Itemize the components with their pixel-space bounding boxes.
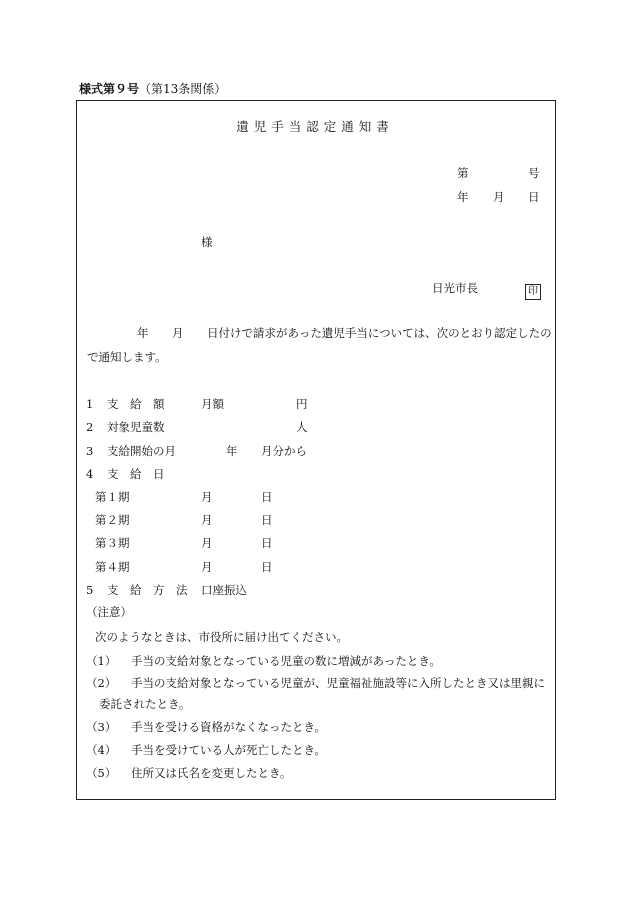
period-label: 第１期 bbox=[95, 490, 130, 504]
date-year: 年 bbox=[457, 190, 469, 204]
period-day: 日 bbox=[261, 490, 273, 504]
body-line2: で通知します。 bbox=[87, 350, 167, 364]
addressee-honorific: 様 bbox=[201, 235, 213, 249]
item4-number: 4 bbox=[86, 467, 94, 481]
note-marker: （4） bbox=[86, 743, 117, 757]
item5-number: 5 bbox=[86, 583, 94, 597]
item2-unit: 人 bbox=[296, 420, 308, 434]
note-marker: （1） bbox=[86, 654, 117, 668]
item3-year: 年 bbox=[226, 444, 238, 458]
notes-heading: （注意） bbox=[86, 605, 132, 619]
body-year: 年 bbox=[137, 326, 149, 340]
body-month: 月 bbox=[172, 326, 184, 340]
period-day: 日 bbox=[261, 513, 273, 527]
period-label: 第４期 bbox=[95, 560, 130, 574]
note-continuation: 委託されたとき。 bbox=[99, 697, 191, 711]
item1-label: 支 給 額 bbox=[107, 397, 165, 411]
period-month: 月 bbox=[201, 536, 213, 550]
notes-intro: 次のようなときは、市役所に届け出てください。 bbox=[95, 630, 348, 644]
note-marker: （3） bbox=[86, 720, 117, 734]
note-text: 手当の支給対象となっている児童の数に増減があったとき。 bbox=[131, 654, 441, 668]
note-text: 住所又は氏名を変更したとき。 bbox=[131, 766, 292, 780]
item1-unit: 月額 bbox=[201, 397, 224, 411]
item3-month: 月分から bbox=[261, 444, 307, 458]
form-number-label: 様式第９号（第13条関係） bbox=[79, 82, 227, 96]
period-day: 日 bbox=[261, 560, 273, 574]
date-month: 月 bbox=[493, 190, 505, 204]
issuer-name: 日光市長 bbox=[432, 281, 478, 295]
item3-number: 3 bbox=[86, 444, 94, 458]
period-label: 第３期 bbox=[95, 536, 130, 550]
item5-label: 支 給 方 法 bbox=[107, 583, 188, 597]
item1-number: 1 bbox=[86, 397, 94, 411]
period-label: 第２期 bbox=[95, 513, 130, 527]
note-marker: （5） bbox=[86, 766, 117, 780]
note-text: 手当を受けている人が死亡したとき。 bbox=[131, 743, 327, 757]
item2-label: 対象児童数 bbox=[107, 420, 165, 434]
note-text: 手当の支給対象となっている児童が、児童福祉施設等に入所したとき又は里親に bbox=[131, 676, 545, 690]
period-month: 月 bbox=[201, 560, 213, 574]
item5-value: 口座振込 bbox=[201, 583, 247, 597]
period-month: 月 bbox=[201, 513, 213, 527]
period-month: 月 bbox=[201, 490, 213, 504]
body-line1: 日付けで請求があった遺児手当については、次のとおり認定したの bbox=[207, 326, 552, 340]
note-text: 手当を受ける資格がなくなったとき。 bbox=[131, 720, 327, 734]
period-day: 日 bbox=[261, 536, 273, 550]
note-marker: （2） bbox=[86, 676, 117, 690]
item2-number: 2 bbox=[86, 420, 94, 434]
item3-label: 支給開始の月 bbox=[107, 444, 176, 458]
date-day: 日 bbox=[528, 190, 540, 204]
document-title: 遺児手当認定通知書 bbox=[236, 119, 394, 134]
number-suffix: 号 bbox=[528, 166, 540, 180]
item1-yen: 円 bbox=[296, 397, 308, 411]
number-prefix: 第 bbox=[457, 166, 469, 180]
item4-label: 支 給 日 bbox=[107, 467, 165, 481]
seal-mark: 印 bbox=[525, 281, 541, 300]
